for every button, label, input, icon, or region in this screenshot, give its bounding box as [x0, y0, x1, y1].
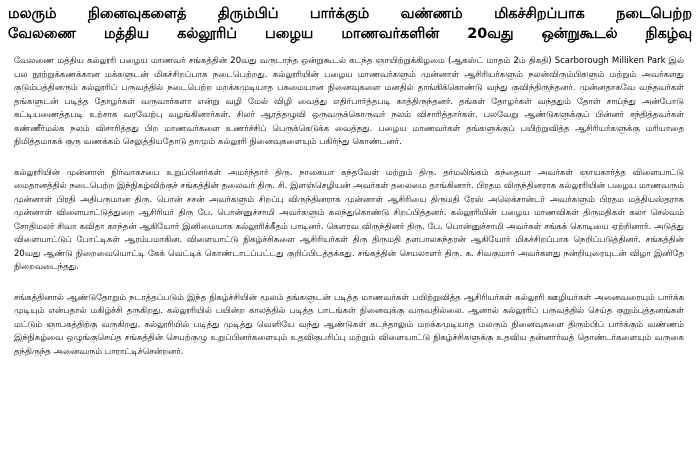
paragraph-2: கல்லூரியின் முன்னாள் நிர்வாகசபை உறுப்பினர்கள் அமர்ந்தார் திரு. நாகையா கந்தவேள் மற்றும் திரு. தர்மலிங்கம் கந்தையா அவர்கள் ஞாயகார்த்த விளையாட்டு மைதானத்தில் நடைபெற்ற இந்நிகழ்விற்குச் சங்கத்தின் தலைவர் திரு. சி. இளஞ்செழியன் அவர்கள் தலைமை தாங்கினார். பிரதம விருந்தினராக கல்லூரியின் பழைய மாணவரும் முன்னாள் பிரதி அதிபருமான திரு. பொன் சசன் அவர்களும் சிறப்பு விருந்தினராக முன்னாள் ஆசிரியை திருமதி ரேஸ் அலெக்சான்டர் அவர்களும் பிரதம மத்தியஸ்தராக முன்னாள் விளையாட்டுத்துறை ஆசிரியர் திரு பே. பொன்னுச்சாமி அவர்களும் கலந்துகொண்டு சிறப்பித்தனர். கல்லூரியின் பழைய மாணவிகள் திருமதிகள் கலா செல்வம் சோதிமலர் சிவா கவிதா காந்தன் ஆகியோர் இனிமையாக கல்லூரிக்கீதம் பாடினர். கௌரவ விருந்தினர் திரு. பே. பொன்னுச்சாமி அவர்கள் சங்கக் கொடியை ஏற்றினார். அடுத்து விளையாட்டுப் போட்டிகள் ஆரம்பமாகின. விளையாட்டு நிகழ்ச்சிகளை ஆசிரியர்கள் திரு திருமதி தளபாலசுந்தரன் ஆகியோர் மிகச்சிறப்பாக நெறிப்படுத்தினர். சங்கத்தின் 20வது ஆண்டு நிறைவையொட்டி கேக் வெட்டிக் கொண்டாடப்பட்டது குறிப்பிடத்தக்கது. சங்கத்தின் செயலாளர் திரு. க. சிவகுமார் அவர்களது நன்றியுரையுடன் விழா இனிதே நிறைவடைந்தது.: [14, 167, 684, 272]
paragraph-3: சங்கத்தினால் ஆண்டுதோறும் நடாத்தப்படும் இந்த நிகழ்ச்சியின் மூலம் தங்களுடன் படித்த மாணவர்கள் பயிற்றுவித்த ஆசிரியர்கள் கல்லூரி ஊழியர்கள் அனைவரையும் பார்க்க முடியும் என்பதால் மகிழ்ச்சி தருகிறது. கல்லூரியில் பயின்ற காலத்தில் படித்த பாடங்கள் நினைவுக்கு வருவதில்லை. ஆனால் கல்லூரிப் பருவத்தில் செய்த குறும்புத்தனங்கள் மட்டும் ஞாபகத்திற்கு வருகிறது. கல்லூரியில் படித்து முடித்து வெளியே வந்து ஆண்டுகள் கடந்தாலும் மறக்கமுடியாத மலரும் நினைவுகளை திரும்பிப் பார்க்கும் வண்ணம் இந்நிகழ்வை ஒழுங்குசெய்த சங்கத்தின் செயற்குழு உறுப்பினர்களையும் உதவிகுபரிப்பு மற்றும் விளையாட்டு நிகழ்ச்சிகளுக்கு உதவிய தன்னார்வத் தொண்டர்களையும் வருகை தந்திருந்த அனைவரும் பாராட்டிச்சென்றனர்.: [14, 292, 685, 357]
headline-line-2: வேலணை மத்திய கல்லூரிப் பழைய மாணவர்களின் 20வது ஒன்றுகூடல் நிகழ்வு: [8, 26, 692, 42]
paragraph-1: வேலணை மத்திய கல்லூரி பழைய மாணவர் சங்கத்தின் 20வது வருடாந்த ஒன்றுகூடல் கடந்த ஞாயிற்றுக்கிழமை (ஆகஸ்ட் மாதம் 2ம் திகதி) Scarborough Milliken Park இல் பல நூற்றுக்கணக்கான மக்களுடன் மிகச்சிறப்பாக நடைபெற்றது. கல்லூரியின் பழைய மாணவர்களும் முன்னாள் ஆசிரியர்களும் நலன்விரும்பிகளும் மற்றும் அவர்களது குடும்பத்தினரும் கல்லூரிப் பருவத்தில் நடைபெற்ற மறக்கமுடியாத பசுமையான நினைவுகளை மனதில் தாங்கிக்கொண்டு வந்து குவிந்திருந்தனர். முன்னதாகவே வந்தவர்கள் தங்களுடன் படித்த தோழர்கள் வருவார்களா என்று வழி மேல் விழி வைத்து எதிர்பார்த்தபடி காத்திருந்தனர். தங்கள் தோழர்கள் வந்ததும் தோள் சாய்ந்து அன்போடு கட்டியணைத்தபடி உற்சாக வரவேற்பு வழங்கினார்கள். சிலர் ஆரத்தழுவி ஒருவருக்கொருவர் நலம் விசாரித்தார்கள். பலவேறு ஆண்டுகளுக்குப் பின்னர் சந்தித்தவர்கள் கண்ணீர்மல்க நலம் விசாரித்தது பிற மாணவர்களை உணர்ச்சிப் பெருக்கெடுக்க வைத்தது. பழைய மாணவர்கள் தங்களுக்குப் பயிற்றுவித்த ஆசிரியர்களுக்கு மரியாதை நிமித்தமாகக் குரு வணக்கம் செலுத்தியதோடு தாமும் கல்லூரி நினைவுகளையும் பகிர்ந்து கொண்டனர்.: [14, 56, 684, 147]
article-body: [8, 55, 692, 359]
headline-line-1: மலரும் நினைவுகளைத் திரும்பிப் பார்க்கும் வண்ணம் மிகச்சிறப்பாக நடைபெற்ற: [8, 6, 692, 22]
